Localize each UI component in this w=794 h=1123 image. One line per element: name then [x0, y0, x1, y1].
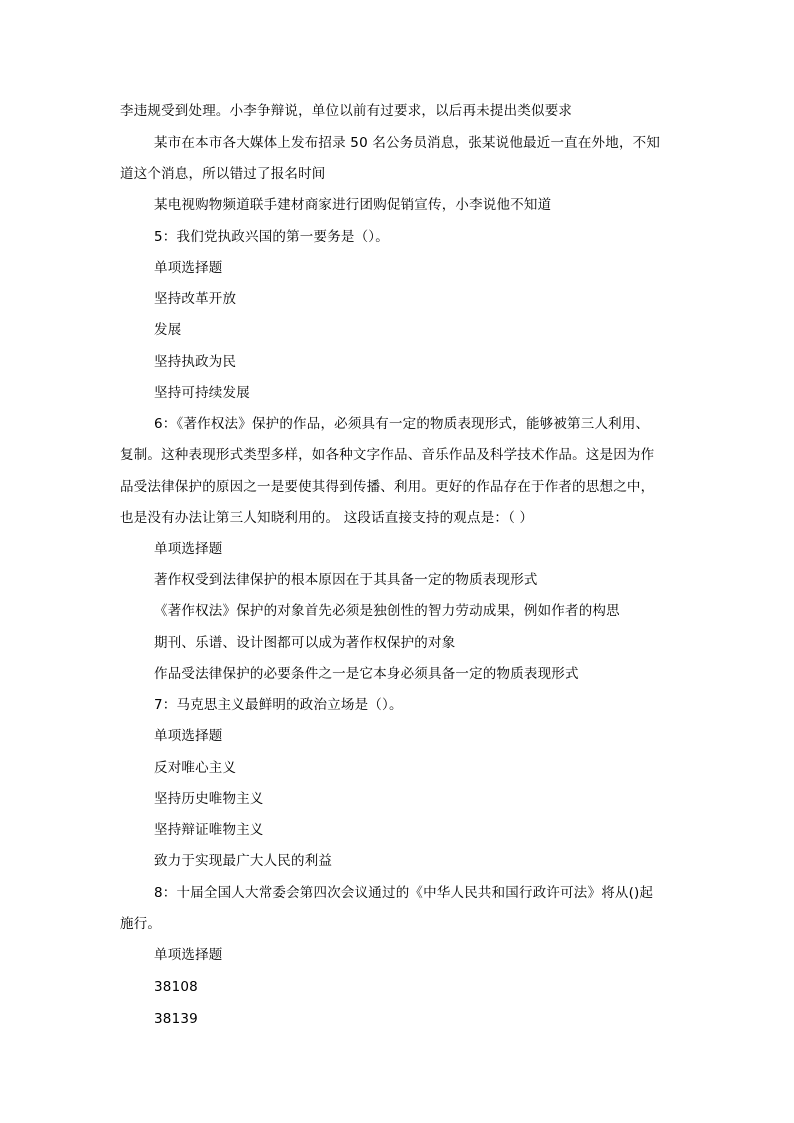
option: 《著作权法》保护的对象首先必须是独创性的智力劳动成果，例如作者的构思 [154, 603, 620, 619]
question-type: 单项选择题 [154, 728, 223, 744]
text-line: 某市在本市各大媒体上发布招录 50 名公务员消息，张某说他最近一直在外地，不知 [154, 135, 661, 151]
option: 坚持历史唯物主义 [154, 791, 264, 807]
text-line: 复制。这种表现形式类型多样，如各种文字作品、音乐作品及科学技术作品。这是因为作 [120, 447, 655, 463]
text-line: 施行。 [120, 916, 162, 932]
question-5: 5：我们党执政兴国的第一要务是（）。 [154, 229, 389, 245]
option: 作品受法律保护的必要条件之一是它本身必须具备一定的物质表现形式 [154, 666, 579, 682]
option: 致力于实现最广大人民的利益 [154, 853, 333, 869]
option: 反对唯心主义 [154, 760, 237, 776]
question-type: 单项选择题 [154, 260, 223, 276]
text-line: 也是没有办法让第三人知晓利用的。 这段话直接支持的观点是：（ ） [120, 510, 534, 526]
question-6: 6：《著作权法》保护的作品，必须具有一定的物质表现形式，能够被第三人利用、 [154, 416, 650, 432]
question-type: 单项选择题 [154, 947, 223, 963]
option: 坚持可持续发展 [154, 385, 250, 401]
option: 38108 [154, 979, 198, 995]
question-7: 7：马克思主义最鲜明的政治立场是（）。 [154, 697, 403, 713]
option: 期刊、乐谱、设计图都可以成为著作权保护的对象 [154, 635, 456, 651]
question-type: 单项选择题 [154, 541, 223, 557]
option: 坚持辩证唯物主义 [154, 822, 264, 838]
question-8: 8：十届全国人大常委会第四次会议通过的《中华人民共和国行政许可法》将从()起 [154, 885, 654, 901]
text-line: 李违规受到处理。小李争辩说，单位以前有过要求，以后再未提出类似要求 [120, 103, 573, 119]
option: 坚持改革开放 [154, 291, 237, 307]
option: 发展 [154, 322, 182, 338]
option: 著作权受到法律保护的根本原因在于其具备一定的物质表现形式 [154, 572, 538, 588]
text-line: 道这个消息，所以错过了报名时间 [120, 166, 326, 182]
option: 坚持执政为民 [154, 354, 237, 370]
option: 38139 [154, 1011, 198, 1027]
text-line: 品受法律保护的原因之一是要使其得到传播、利用。更好的作品存在于作者的思想之中， [120, 479, 655, 495]
text-line: 某电视购物频道联手建材商家进行团购促销宣传，小李说他不知道 [154, 197, 552, 213]
